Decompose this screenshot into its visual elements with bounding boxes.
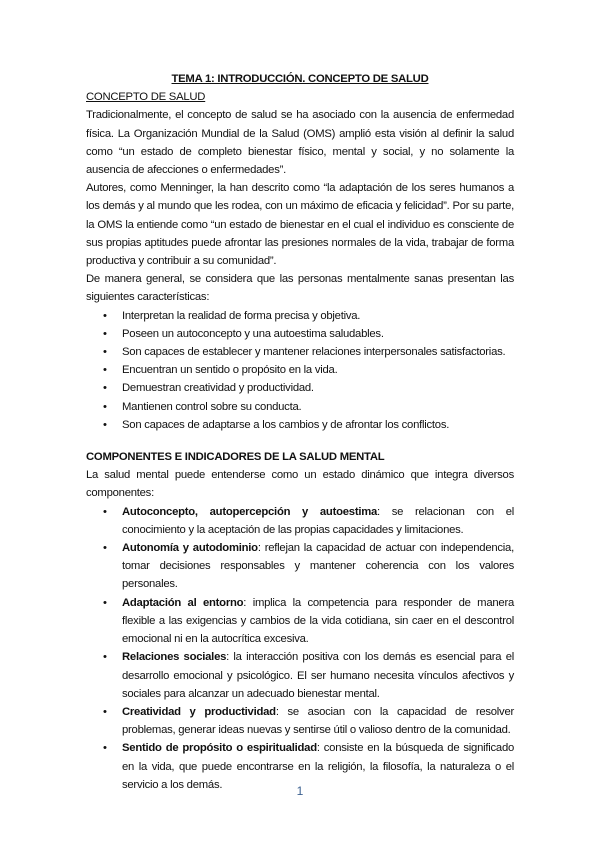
list-item bbox=[86, 648, 514, 703]
components-list bbox=[86, 503, 514, 794]
bullet-icon: • bbox=[103, 505, 107, 518]
list-item-text: Son capaces de adaptarse a los cambios y de afrontar los conflictos. bbox=[122, 418, 450, 431]
bullet-icon: • bbox=[103, 742, 107, 755]
component-term: Relaciones sociales bbox=[122, 651, 227, 664]
subheading-concepto: CONCEPTO DE SALUD bbox=[86, 91, 206, 104]
list-item-text: Encuentran un sentido o propósito en la vida. bbox=[122, 364, 338, 377]
bullet-icon: • bbox=[103, 309, 107, 322]
component-text: : se relacionan con el conocimiento y la aceptación de las propias capacidades y limitaciones. bbox=[122, 505, 514, 536]
paragraph-oms: Tradicionalmente, el concepto de salud se ha asociado con la ausencia de enfermedad física. La Organización Mundial de la Salud (OMS) amplió esta visión al definir la salud como “un estado de completo bienestar físico, mental y social, y no solamente la ausencia de afecciones o enfermedades”. bbox=[86, 109, 514, 177]
characteristics-list bbox=[86, 307, 514, 434]
bullet-icon: • bbox=[103, 705, 107, 718]
section-title-componentes: COMPONENTES E INDICADORES DE LA SALUD MENTAL bbox=[86, 451, 385, 464]
component-text: : la interacción positiva con los demás es esencial para el desarrollo emocional y psicológico. El ser humano necesita vínculos afectivos y sociales para alcanzar un adecuado bienestar mental. bbox=[122, 651, 514, 700]
bullet-icon: • bbox=[103, 596, 107, 609]
list-item-text: Poseen un autoconcepto y una autoestima saludables. bbox=[122, 327, 384, 340]
list-item bbox=[86, 325, 514, 343]
list-item bbox=[86, 398, 514, 416]
list-item bbox=[86, 539, 514, 594]
page-content bbox=[86, 70, 514, 794]
bullet-icon: • bbox=[103, 400, 107, 413]
list-item bbox=[86, 379, 514, 397]
component-text: : se asocian con la capacidad de resolver problemas, generar ideas nuevas y sentirse útil o valioso dentro de la comunidad. bbox=[122, 705, 515, 737]
component-term: Autoconcepto, autopercepción y autoestima bbox=[122, 505, 378, 518]
list-item bbox=[86, 361, 514, 379]
paragraph-componentes-intro: La salud mental puede entenderse como un estado dinámico que integra diversos componentes: bbox=[86, 469, 514, 500]
page-number: 1 bbox=[296, 784, 304, 798]
list-item bbox=[86, 416, 514, 434]
component-term: Creatividad y productividad bbox=[122, 705, 276, 718]
component-term: Adaptación al entorno bbox=[122, 596, 244, 609]
bullet-icon: • bbox=[103, 651, 107, 664]
component-term: Sentido de propósito o espiritualidad bbox=[122, 742, 317, 755]
bullet-icon: • bbox=[103, 346, 107, 359]
list-item bbox=[86, 503, 514, 539]
bullet-icon: • bbox=[103, 542, 107, 555]
bullet-icon: • bbox=[103, 382, 107, 395]
paragraph-menninger: Autores, como Menninger, la han descrito como “la adaptación de los seres humanos a los demás y al mundo que les rodea, con un máximo de eficacia y felicidad”. Por su parte, la OMS la entiende como “un estado de bienestar en el cual el individuo es consciente de sus propias aptitudes puede afrontar las presiones normales de la vida, trabajar de forma productiva y contribuir a su comunidad”. bbox=[86, 182, 514, 268]
component-text: : consiste en la búsqueda de significado en la vida, que puede encontrarse en la religión, la filosofía, la naturaleza o el servicio a los demás. bbox=[122, 742, 515, 791]
list-item bbox=[86, 307, 514, 325]
paragraph-caracteristicas: De manera general, se considera que las personas mentalmente sanas presentan las siguientes características: bbox=[86, 273, 514, 304]
component-text: : implica la competencia para responder de manera flexible a las exigencias y cambios de la vida cotidiana, sin caer en el descontrol emocional ni en la autocrítica excesiva. bbox=[122, 596, 514, 646]
bullet-icon: • bbox=[103, 327, 107, 340]
list-item bbox=[86, 343, 514, 361]
list-item-text: Interpretan la realidad de forma precisa y objetiva. bbox=[122, 309, 361, 322]
component-term: Autonomía y autodominio bbox=[122, 542, 258, 555]
list-item-text: Son capaces de establecer y mantener relaciones interpersonales satisfactorias. bbox=[122, 346, 506, 359]
bullet-icon: • bbox=[103, 364, 107, 377]
list-item-text: Demuestran creatividad y productividad. bbox=[122, 382, 314, 395]
list-item-text: Mantienen control sobre su conducta. bbox=[122, 400, 302, 413]
component-text: : reflejan la capacidad de actuar con independencia, tomar decisiones responsables y mantener coherencia con los valores personales. bbox=[122, 542, 514, 591]
list-item bbox=[86, 703, 514, 739]
document-title: TEMA 1: INTRODUCCIÓN. CONCEPTO DE SALUD bbox=[171, 73, 429, 85]
list-item bbox=[86, 594, 514, 649]
bullet-icon: • bbox=[103, 418, 107, 431]
